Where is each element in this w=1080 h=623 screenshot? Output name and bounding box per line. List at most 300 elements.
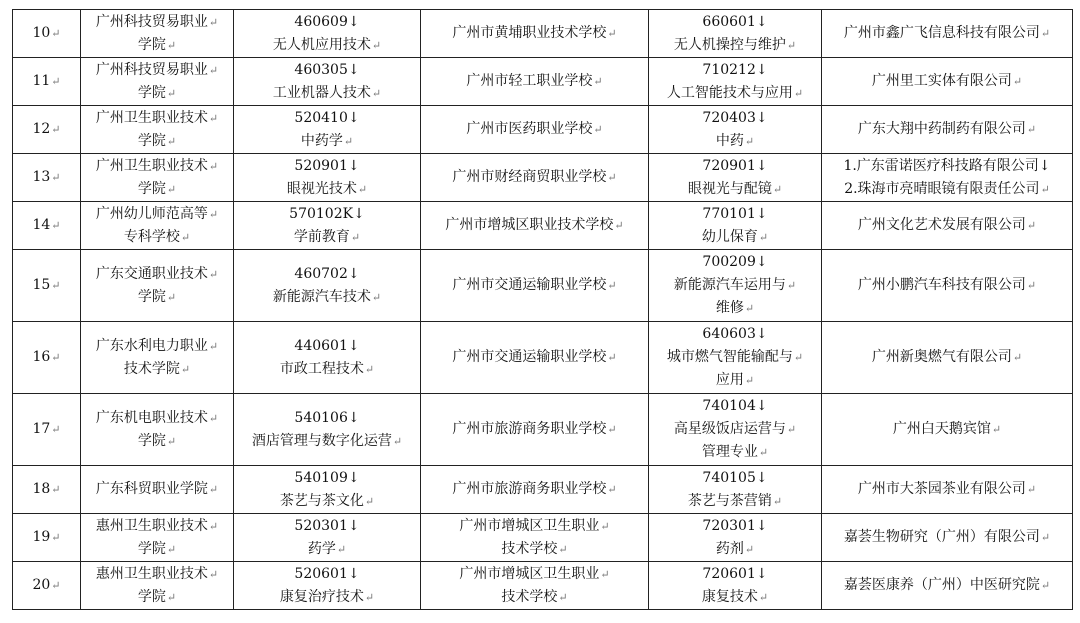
cell-text [651,563,819,586]
cell-text [651,130,819,153]
company-cell [822,154,1073,202]
cell-text-content: 720901↓ [702,157,768,174]
cell-text-content: 惠州卫生职业技术 [95,517,208,534]
cell-text-content: 广州市鑫广飞信息科技有限公司 [843,25,1040,41]
cell-text-content: 广州卫生职业技术 [95,157,208,174]
college-major-cell [234,106,421,154]
college-cell [81,322,234,394]
college-cell [81,58,234,106]
cell-text [236,59,418,82]
cell-text-content: 市政工程技术 [279,360,364,377]
cell-text-content: 学院 [137,288,166,305]
paragraph-mark: ↵ [51,483,61,496]
paragraph-mark: ↵ [208,63,219,77]
college-major-cell [234,250,421,322]
cell-text-content: 广州市医药职业学校 [466,121,593,137]
cell-text [15,478,78,501]
cell-text [651,251,819,274]
cell-text-content: 广州市大茶园茶业有限公司 [857,481,1026,497]
cell-text [15,214,78,237]
cell-text-content: 740105↓ [702,469,768,486]
cell-text-content: 广州幼儿师范高等 [95,205,208,222]
cell-text-content: 广州文化艺术发展有限公司 [857,217,1026,233]
cell-text-content: 广州市轻工职业学校 [466,73,593,89]
row-number-cell [13,154,81,202]
cell-text-content: 570102K↓ [289,205,365,222]
paragraph-mark: ↵ [208,339,219,353]
cell-text [15,526,78,549]
cell-text-content: 520301↓ [294,517,360,534]
cell-text-content: 眼视光技术 [286,180,357,197]
secondary-major-cell [649,514,822,562]
paragraph-mark: ↵ [343,134,354,148]
paragraph-mark: ↵ [600,567,610,581]
paragraph-mark: ↵ [208,159,219,173]
cell-text-content: 10 [32,25,51,41]
paragraph-mark: ↵ [51,423,61,436]
paragraph-mark: ↵ [607,351,617,364]
row-number-cell [13,322,81,394]
cell-text-content: 460609↓ [294,13,360,30]
table-row [13,394,1073,466]
table-row [13,466,1073,514]
college-cell [81,394,234,466]
cell-text-content: 广州市增城区卫生职业 [459,517,600,534]
cell-text [824,118,1070,141]
paragraph-mark: ↵ [558,590,568,604]
paragraph-mark: ↵ [607,171,617,184]
college-cell [81,154,234,202]
cell-text [236,226,418,249]
paragraph-mark: ↵ [1012,75,1023,88]
cell-text [236,490,418,513]
cell-text-content: 广东交通职业技术 [95,265,208,282]
table-row [13,58,1073,106]
cell-text-content: 20 [32,577,51,593]
cell-text-content: 17 [32,421,51,437]
paragraph-mark: ↵ [166,290,177,304]
paragraph-mark: ↵ [1026,483,1037,496]
cell-text [236,407,418,430]
cell-text [83,263,231,286]
cell-text-content: 18 [32,481,51,497]
paragraph-mark: ↵ [744,302,755,315]
cell-text-content: 12 [32,121,51,137]
cell-text-content: 惠州卫生职业技术 [95,565,208,582]
paragraph-mark: ↵ [166,182,177,196]
cell-text [651,107,819,130]
cell-text [236,358,418,381]
cell-text-content: 嘉荟医康养（广州）中医研究院 [843,577,1040,593]
paragraph-mark: ↵ [180,362,191,376]
secondary-school-cell [421,322,649,394]
paragraph-mark: ↵ [758,590,769,604]
cell-text [83,203,231,226]
cell-text [83,515,231,538]
cell-text [236,82,418,105]
paragraph-mark: ↵ [51,171,61,184]
cell-text [236,430,418,453]
cell-text-content: 720403↓ [702,109,768,126]
cell-text [83,107,231,130]
cell-text-content: 720301↓ [702,517,768,534]
cell-text-content: 康复治疗技术 [279,588,364,605]
cell-text [423,274,646,297]
paragraph-mark: ↵ [991,423,1002,436]
paragraph-mark: ↵ [357,182,368,196]
paragraph-mark: ↵ [744,542,755,556]
cell-text-content: 660601↓ [702,13,768,30]
table-row [13,106,1073,154]
cell-text-content: 广州白天鹅宾馆 [892,421,991,437]
paragraph-mark: ↵ [1012,351,1023,364]
company-cell [822,202,1073,250]
paragraph-mark: ↵ [166,434,177,448]
company-cell [822,394,1073,466]
cell-text [83,178,231,201]
paragraph-mark: ↵ [772,494,783,508]
secondary-school-cell [421,10,649,58]
college-major-cell [234,58,421,106]
cell-text [236,467,418,490]
cell-text [236,203,418,226]
cell-text [236,107,418,130]
paragraph-mark: ↵ [593,75,603,88]
cell-text-content: 技术学校 [501,540,558,557]
cell-text-content: 技术学院 [123,360,180,377]
cell-text-content: 广州新奥燃气有限公司 [871,349,1012,365]
cell-text-content: 工业机器人技术 [272,84,371,101]
cell-text [423,538,646,561]
paragraph-mark: ↵ [51,531,61,544]
table-row [13,202,1073,250]
cell-text [651,515,819,538]
paragraph-mark: ↵ [364,590,375,604]
cell-text-content: 嘉荟生物研究（广州）有限公司 [843,529,1040,545]
table-row [13,10,1073,58]
cell-text-content: 茶艺与茶文化 [279,492,364,509]
secondary-major-cell [649,154,822,202]
secondary-school-cell [421,562,649,610]
cell-text [236,538,418,561]
row-number-cell [13,106,81,154]
secondary-major-cell [649,562,822,610]
cell-text [15,346,78,369]
paragraph-mark: ↵ [350,230,361,244]
cell-text [423,166,646,189]
cell-text [651,59,819,82]
cell-text-content: 茶艺与茶营销 [687,492,772,509]
cell-text [236,586,418,609]
paragraph-mark: ↵ [371,290,382,304]
college-major-cell [234,514,421,562]
cell-text-content: 2.珠海市亮晴眼镜有限责任公司 [844,180,1040,197]
cell-text [15,166,78,189]
cell-text [236,515,418,538]
cell-text [423,70,646,93]
cell-text-content: 无人机操控与维护 [673,36,786,53]
cell-text [83,358,231,381]
paragraph-mark: ↵ [558,542,568,556]
paragraph-mark: ↵ [772,182,783,196]
cell-text [236,263,418,286]
cell-text [423,118,646,141]
cell-text [83,82,231,105]
cell-text [824,274,1070,297]
cell-text [651,274,819,297]
cell-text-content: 14 [32,217,51,233]
paragraph-mark: ↵ [786,38,797,52]
paragraph-mark: ↵ [51,75,61,88]
company-cell [822,466,1073,514]
cell-text-content: 520901↓ [294,157,360,174]
company-cell [822,106,1073,154]
cell-text-content: 药学 [307,540,336,557]
paragraph-mark: ↵ [793,351,804,364]
cell-text-content: 540106↓ [294,409,360,426]
paragraph-mark: ↵ [208,567,219,581]
cell-text [83,286,231,309]
paragraph-mark: ↵ [593,123,603,136]
college-major-cell [234,394,421,466]
college-major-cell [234,10,421,58]
paragraph-mark: ↵ [1040,531,1051,544]
college-cell [81,466,234,514]
cell-text [236,11,418,34]
cell-text-content: 康复技术 [701,588,758,605]
cell-text-content: 广州市增城区职业技术学校 [445,217,614,233]
cell-text-content: 学院 [137,180,166,197]
cell-text [651,178,819,201]
cell-text-content: 学院 [137,540,166,557]
paragraph-mark: ↵ [607,483,617,496]
cell-text-content: 药剂 [715,540,744,557]
cell-text [651,418,819,441]
paragraph-mark: ↵ [614,219,624,232]
cell-text-content: 学院 [137,132,166,149]
secondary-major-cell [649,10,822,58]
cell-text [15,418,78,441]
company-cell [822,250,1073,322]
cell-text [83,11,231,34]
cell-text [824,478,1070,501]
secondary-major-cell [649,58,822,106]
cell-text-content: 11 [32,73,51,89]
cell-text [824,214,1070,237]
secondary-major-cell [649,250,822,322]
cell-text-content: 广州市增城区卫生职业 [459,565,600,582]
college-major-cell [234,466,421,514]
cell-text-content: 幼儿保育 [701,228,758,245]
cell-text-content: 专科学校 [123,228,180,245]
paragraph-mark: ↵ [1026,279,1037,292]
cell-text-content: 眼视光与配镜 [687,180,772,197]
cell-text [824,70,1070,93]
cell-text [15,274,78,297]
cell-text [15,70,78,93]
cell-text [83,586,231,609]
cell-text-content: 广州市交通运输职业学校 [452,349,607,365]
secondary-school-cell [421,106,649,154]
cell-text-content: 740104↓ [702,398,768,414]
cell-text [236,34,418,57]
table-row [13,250,1073,322]
paragraph-mark: ↵ [1026,219,1037,232]
paragraph-mark: ↵ [208,267,219,281]
paragraph-mark: ↵ [786,423,797,436]
cell-text-content: 460702↓ [294,265,360,282]
paragraph-mark: ↵ [166,86,177,100]
cell-text [423,478,646,501]
cell-text [83,226,231,249]
cell-text-content: 应用 [715,372,744,388]
cell-text-content: 710212↓ [702,61,768,78]
cell-text [83,59,231,82]
cell-text [651,82,819,105]
cell-text [651,34,819,57]
secondary-school-cell [421,250,649,322]
row-number-cell [13,202,81,250]
cell-text-content: 广东科贸职业学院 [95,481,208,497]
cell-text-content: 学院 [137,588,166,605]
row-number-cell [13,10,81,58]
cell-text [236,155,418,178]
cell-text-content: 720601↓ [702,565,768,582]
company-cell [822,10,1073,58]
cell-text [651,297,819,320]
paragraph-mark: ↵ [364,362,375,376]
secondary-school-cell [421,154,649,202]
cell-text [651,369,819,392]
cell-text-content: 460305↓ [294,61,360,78]
cell-text-content: 广东大翔中药制药有限公司 [857,121,1026,137]
paragraph-mark: ↵ [208,519,219,533]
paragraph-mark: ↵ [793,86,804,100]
cell-text-content: 广州科技贸易职业 [95,13,208,30]
paragraph-mark: ↵ [600,519,610,533]
cell-text-content: 学前教育 [293,228,350,245]
paragraph-mark: ↵ [51,27,61,40]
cell-text-content: 520601↓ [294,565,360,582]
cell-text [651,203,819,226]
paragraph-mark: ↵ [392,434,403,448]
cell-text [651,490,819,513]
paragraph-mark: ↵ [166,590,177,604]
college-cell [81,514,234,562]
paragraph-mark: ↵ [51,219,61,232]
cell-text [83,538,231,561]
cell-text [651,346,819,369]
college-cell [81,202,234,250]
cell-text [824,418,1070,441]
secondary-school-cell [421,394,649,466]
cell-text [824,574,1070,597]
cell-text-content: 770101↓ [702,205,768,222]
cell-text [824,155,1070,178]
college-cell [81,250,234,322]
table-row [13,322,1073,394]
paragraph-mark: ↵ [371,38,382,52]
cell-text-content: 540109↓ [294,469,360,486]
cell-text-content: 1.广东雷诺医疗科技路有限公司↓ [843,157,1051,174]
paragraph-mark: ↵ [371,86,382,100]
row-number-cell [13,250,81,322]
college-cell [81,106,234,154]
cell-text [651,395,819,418]
secondary-school-cell [421,466,649,514]
paragraph-mark: ↵ [364,494,375,508]
company-cell [822,322,1073,394]
cell-text-content: 维修 [715,300,744,316]
cell-text-content: 新能源汽车运用与 [673,277,786,293]
paragraph-mark: ↵ [180,230,191,244]
cell-text [236,563,418,586]
cell-text [83,430,231,453]
cell-text-content: 广州卫生职业技术 [95,109,208,126]
cell-text [651,155,819,178]
paragraph-mark: ↵ [166,134,177,148]
cell-text [15,22,78,45]
cell-text [824,346,1070,369]
cell-text-content: 19 [32,529,51,545]
cell-text-content: 中药学 [300,132,343,149]
paragraph-mark: ↵ [758,230,769,244]
paragraph-mark: ↵ [51,123,61,136]
cell-text [423,515,646,538]
cell-text [824,178,1070,201]
secondary-major-cell [649,466,822,514]
college-major-cell [234,202,421,250]
cell-text-content: 16 [32,349,51,365]
cell-text [236,335,418,358]
paragraph-mark: ↵ [166,38,177,52]
cell-text [236,130,418,153]
cell-text [651,538,819,561]
paragraph-mark: ↵ [758,446,769,459]
cell-text-content: 广州市旅游商务职业学校 [452,481,607,497]
secondary-school-cell [421,202,649,250]
cell-text [423,418,646,441]
college-major-cell [234,322,421,394]
cell-text-content: 440601↓ [294,337,360,354]
cell-text-content: 广州市财经商贸职业学校 [452,169,607,185]
paragraph-mark: ↵ [1026,123,1037,136]
table-row [13,562,1073,610]
cell-text [83,34,231,57]
cell-text-content: 高星级饭店运营与 [673,421,786,437]
cell-text-content: 广东水利电力职业 [95,337,208,354]
cell-text [651,467,819,490]
paragraph-mark: ↵ [51,351,61,364]
college-cell [81,10,234,58]
cell-text [15,118,78,141]
secondary-major-cell [649,394,822,466]
cell-text-content: 520410↓ [294,109,360,126]
cell-text-content: 13 [32,169,51,185]
cell-text [651,11,819,34]
company-cell [822,514,1073,562]
cell-text-content: 广州里工实体有限公司 [871,73,1012,89]
table-row [13,514,1073,562]
cell-text-content: 新能源汽车技术 [272,288,371,305]
cell-text-content: 640603↓ [702,326,768,342]
cell-text-content: 广州市旅游商务职业学校 [452,421,607,437]
paragraph-mark: ↵ [1040,27,1051,40]
cell-text-content: 学院 [137,36,166,53]
row-number-cell [13,514,81,562]
cell-text-content: 广州科技贸易职业 [95,61,208,78]
paragraph-mark: ↵ [336,542,347,556]
